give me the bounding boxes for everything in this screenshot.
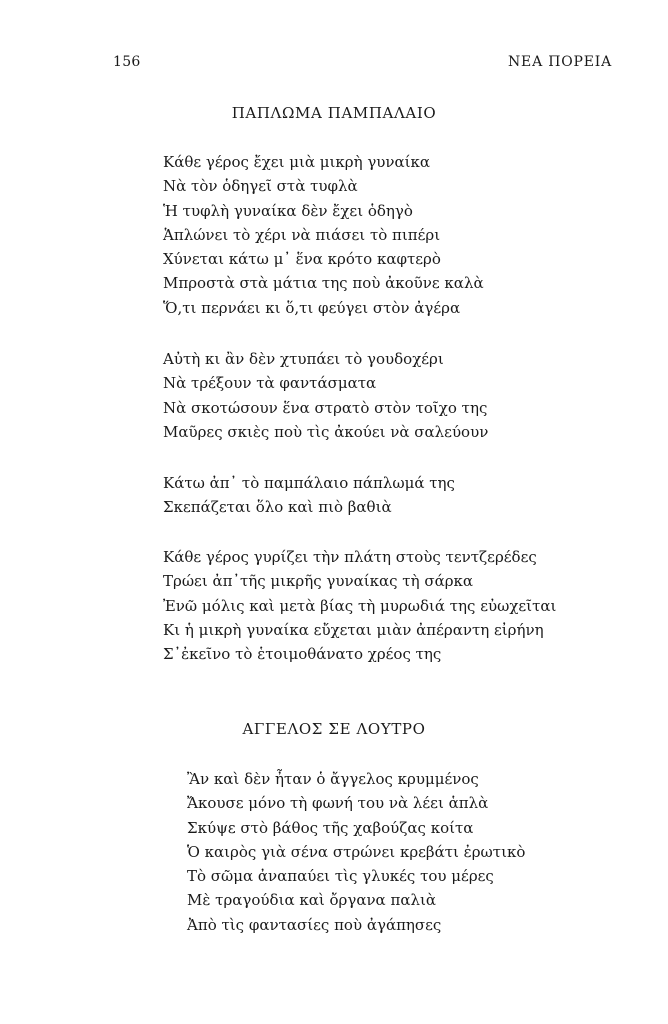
- verse-line: Νὰ τὸν ὁδηγεῖ στὰ τυφλὰ: [163, 177, 358, 196]
- poem-title: ΑΓΓΕΛΟΣ ΣΕ ΛΟΥΤΡΟ: [242, 720, 426, 738]
- verse-line: Τὸ σῶμα ἀναπαύει τὶς γλυκές του μέρες: [187, 867, 494, 886]
- verse-line: Μὲ τραγούδια καὶ ὄργανα παλιὰ: [187, 891, 436, 910]
- verse-line: Σκύψε στὸ βάθος τῆς χαβούζας κοίτα: [187, 818, 474, 837]
- stanza: [163, 347, 488, 444]
- verse-line: Ἐνῶ μόλις καὶ μετὰ βίας τὴ μυρωδιά της εὐωχεῖται: [163, 596, 557, 615]
- running-head: ΝΕΑ ΠΟΡΕΙΑ: [508, 54, 612, 70]
- verse-line: Ἄκουσε μόνο τὴ φωνή του νὰ λέει ἁπλὰ: [187, 794, 489, 813]
- verse-line: Κι ἡ μικρὴ γυναίκα εὔχεται μιὰν ἀπέραντη εἰρήνη: [163, 620, 544, 639]
- verse-line: Σ᾿ἐκεῖνο τὸ ἑτοιμοθάνατο χρέος της: [163, 645, 442, 664]
- verse-line: Αὐτὴ κι ἂν δὲν χτυπάει τὸ γουδοχέρι: [163, 350, 444, 368]
- verse-line: Νὰ τρέξουν τὰ φαντάσματα: [163, 374, 377, 393]
- verse-line: Κάθε γέρος ἔχει μιὰ μικρὴ γυναίκα: [163, 153, 431, 171]
- verse-line: Κάτω ἀπ᾿ τὸ παμπάλαιο πάπλωμά της: [163, 474, 455, 492]
- page-number: 156: [113, 54, 141, 70]
- verse-line: Νὰ σκοτώσουν ἕνα στρατὸ στὸν τοῖχο της: [163, 398, 488, 417]
- verse-line: Ἡ τυφλὴ γυναίκα δὲν ἔχει ὁδηγὸ: [163, 201, 413, 220]
- stanza: [187, 767, 525, 937]
- poem-title: ΠΑΠΛΩΜΑ ΠΑΜΠΑΛΑΙΟ: [231, 104, 437, 122]
- verse-line: Μπροστὰ στὰ μάτια της ποὺ ἀκοῦνε καλὰ: [163, 274, 484, 293]
- stanza: [163, 150, 484, 320]
- verse-line: Ὁ καιρὸς γιὰ σένα στρώνει κρεβάτι ἐρωτικὸ: [187, 842, 526, 861]
- verse-line: Ἀπὸ τὶς φαντασίες ποὺ ἀγάπησες: [187, 915, 442, 934]
- verse-line: Ἂν καὶ δὲν ἦταν ὁ ἄγγελος κρυμμένος: [187, 770, 479, 788]
- verse-line: Σκεπάζεται ὅλο καὶ πιὸ βαθιὰ: [163, 498, 392, 517]
- stanza: [163, 545, 556, 666]
- verse-line: Κάθε γέρος γυρίζει τὴν πλάτη στοὺς τεντζερέδες: [163, 548, 537, 566]
- verse-line: Τρώει ἀπ᾿τῆς μικρῆς γυναίκας τὴ σάρκα: [163, 572, 474, 591]
- verse-line: Ὅ,τι περνάει κι ὅ,τι φεύγει στὸν ἀγέρα: [163, 298, 461, 317]
- verse-line: Μαῦρες σκιὲς ποὺ τὶς ἀκούει νὰ σαλεύουν: [163, 422, 489, 441]
- verse-line: Χύνεται κάτω μ᾿ ἕνα κρότο καφτερὸ: [163, 250, 441, 269]
- stanza: [163, 471, 455, 520]
- verse-line: Ἁπλώνει τὸ χέρι νὰ πιάσει τὸ πιπέρι: [163, 225, 441, 244]
